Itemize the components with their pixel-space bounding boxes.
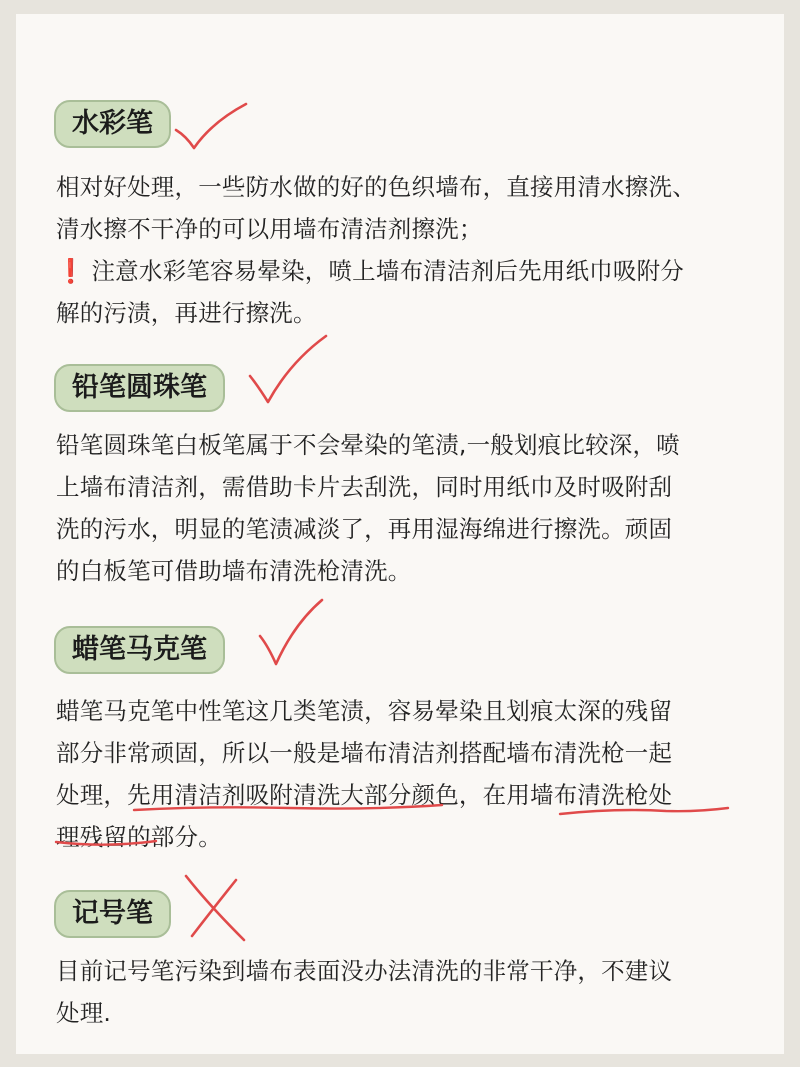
pencil-paragraph	[56, 424, 776, 592]
check-mark-icon	[254, 594, 334, 674]
heading-watercolor-pen: 水彩笔	[54, 100, 171, 148]
text-line: 的白板笔可借助墙布清洗枪清洗。	[56, 557, 412, 585]
text-line: 解的污渍，再进行擦洗。	[56, 299, 317, 327]
text-line: 处理.	[56, 999, 112, 1027]
check-mark-icon	[244, 332, 334, 412]
text-segment: 先用清洁剂吸附清洗大部分	[127, 781, 412, 809]
text-segment: 处	[648, 781, 673, 809]
text-segment: 的部分。	[127, 823, 222, 851]
marker-paragraph	[56, 950, 776, 1034]
exclamation-icon: ❗	[56, 257, 86, 285]
cross-mark-icon	[178, 870, 258, 946]
text-segment: 理残留	[56, 823, 128, 851]
warning-line	[56, 250, 776, 292]
heading-crayon-marker: 蜡笔马克笔	[54, 626, 225, 674]
text-line: 上墙布清洁剂，需借助卡片去刮洗，同时用纸巾及时吸附刮	[56, 473, 673, 501]
text-segment: 处理，	[56, 781, 128, 809]
check-mark-icon	[172, 100, 252, 156]
warning-text: 注意水彩笔容易晕染，喷上墙布清洁剂后先用纸巾吸附分	[91, 257, 684, 285]
underlined-phrase-3	[56, 823, 127, 851]
text-line: 目前记号笔污染到墙布表面没办法清洗的非常干净，不建议	[56, 957, 673, 985]
heading-pencil-ballpoint: 铅笔圆珠笔	[54, 364, 225, 412]
text-line: 蜡笔马克笔中性笔这几类笔渍，容易晕染且划痕太深的残留	[56, 697, 673, 725]
watercolor-paragraph	[56, 166, 776, 334]
heading-permanent-marker: 记号笔	[54, 890, 171, 938]
text-line-underlined	[56, 774, 776, 816]
text-line: 铅笔圆珠笔白板笔属于不会晕染的笔渍,一般划痕比较深，喷	[56, 431, 680, 459]
text-segment: 在用墙布清洗枪	[482, 781, 649, 809]
text-line: 部分非常顽固，所以一般是墙布清洁剂搭配墙布清洗枪一起	[56, 739, 673, 767]
text-line: 洗的污水，明显的笔渍减淡了，再用湿海绵进行擦洗。顽固	[56, 515, 673, 543]
text-line: 清水擦不干净的可以用墙布清洁剂擦洗；	[56, 215, 483, 243]
text-line: 相对好处理，一些防水做的好的色织墙布，直接用清水擦洗、	[56, 173, 696, 201]
crayon-paragraph	[56, 690, 776, 858]
text-segment: 颜色，	[411, 781, 483, 809]
underlined-phrase-2	[483, 781, 649, 809]
underlined-phrase-1	[127, 781, 411, 809]
text-line-underlined	[56, 816, 776, 858]
